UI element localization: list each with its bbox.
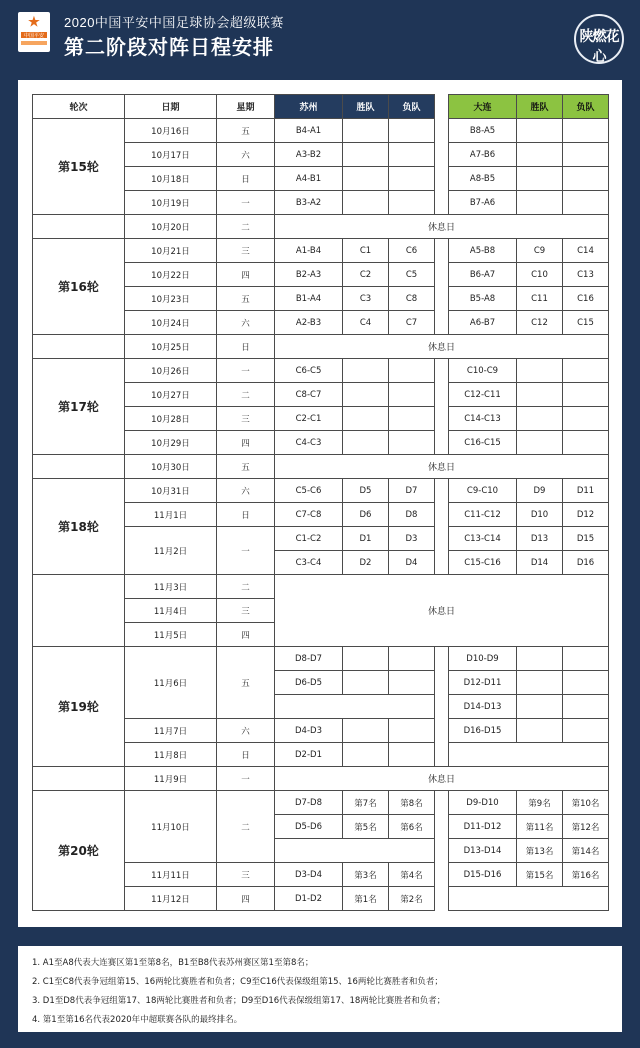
date-cell: 10月23日: [125, 287, 217, 311]
column-gap: [435, 815, 449, 839]
weekday-cell: 三: [217, 599, 275, 623]
column-gap: [435, 695, 449, 719]
footnotes-panel: [18, 946, 622, 1032]
dalian-winner: 第9名: [517, 791, 563, 815]
suzhou-match: A2-B3: [275, 311, 343, 335]
date-cell: 10月21日: [125, 239, 217, 263]
dalian-match: D12-D11: [449, 671, 517, 695]
col-header-suzhou-winner: 胜队: [343, 95, 389, 119]
table-row: [33, 119, 609, 143]
date-cell: 10月29日: [125, 431, 217, 455]
column-gap: [435, 743, 449, 767]
rest-day-row: [33, 455, 609, 479]
suzhou-match: D6-D5: [275, 671, 343, 695]
rest-day-label: 休息日: [275, 767, 609, 791]
suzhou-loser: C6: [389, 239, 435, 263]
date-cell: 10月26日: [125, 359, 217, 383]
ping-an-logo: [18, 12, 50, 52]
date-cell: 10月27日: [125, 383, 217, 407]
dalian-match: C15-C16: [449, 551, 517, 575]
suzhou-winner: C1: [343, 239, 389, 263]
suzhou-loser: 第8名: [389, 791, 435, 815]
round-cell-empty: [33, 335, 125, 359]
suzhou-loser: D3: [389, 527, 435, 551]
col-header-dalian-loser: 负队: [563, 95, 609, 119]
weekday-cell: 二: [217, 791, 275, 863]
date-cell: 10月22日: [125, 263, 217, 287]
weekday-cell: 三: [217, 407, 275, 431]
suzhou-winner: [343, 359, 389, 383]
date-cell: 10月24日: [125, 311, 217, 335]
suzhou-winner: [343, 647, 389, 671]
badge-text: 陕燃花心: [579, 29, 619, 65]
dalian-match: D9-D10: [449, 791, 517, 815]
column-gap: [435, 239, 449, 263]
dalian-match: A7-B6: [449, 143, 517, 167]
weekday-cell: 四: [217, 263, 275, 287]
round-cell-empty: [33, 215, 125, 239]
date-cell: 11月5日: [125, 623, 217, 647]
schedule-panel: [18, 80, 622, 927]
suzhou-match: B2-A3: [275, 263, 343, 287]
date-cell: 10月17日: [125, 143, 217, 167]
dalian-winner: [517, 167, 563, 191]
suzhou-match: D4-D3: [275, 719, 343, 743]
weekday-cell: 六: [217, 311, 275, 335]
suzhou-match: D8-D7: [275, 647, 343, 671]
dalian-loser: C14: [563, 239, 609, 263]
col-header-suzhou: 苏州: [275, 95, 343, 119]
suzhou-loser: 第6名: [389, 815, 435, 839]
weekday-cell: 一: [217, 767, 275, 791]
suzhou-winner: [343, 383, 389, 407]
dalian-winner: C12: [517, 311, 563, 335]
weekday-cell: 四: [217, 623, 275, 647]
column-gap: [435, 791, 449, 815]
weekday-cell: 六: [217, 143, 275, 167]
dalian-loser: [563, 191, 609, 215]
weekday-cell: 日: [217, 743, 275, 767]
dalian-winner: [517, 359, 563, 383]
suzhou-match: D5-D6: [275, 815, 343, 839]
col-header-dalian-winner: 胜队: [517, 95, 563, 119]
suzhou-loser: [389, 719, 435, 743]
column-gap: [435, 311, 449, 335]
date-cell: 11月8日: [125, 743, 217, 767]
column-gap: [435, 95, 449, 119]
column-gap: [435, 263, 449, 287]
suzhou-winner: 第7名: [343, 791, 389, 815]
dalian-match: B6-A7: [449, 263, 517, 287]
column-gap: [435, 719, 449, 743]
round-cell-empty: [33, 575, 125, 647]
column-gap: [435, 167, 449, 191]
dalian-loser: [563, 359, 609, 383]
round-cell-empty: [33, 767, 125, 791]
dalian-loser: D15: [563, 527, 609, 551]
dalian-loser: [563, 671, 609, 695]
dalian-loser: [563, 647, 609, 671]
dalian-match: A6-B7: [449, 311, 517, 335]
rest-day-label: 休息日: [275, 215, 609, 239]
dalian-loser: [563, 119, 609, 143]
weekday-cell: 五: [217, 647, 275, 719]
column-gap: [435, 503, 449, 527]
dalian-winner: [517, 143, 563, 167]
dalian-match: A5-B8: [449, 239, 517, 263]
date-cell: 11月6日: [125, 647, 217, 719]
col-header-round: 轮次: [33, 95, 125, 119]
suzhou-match: A4-B1: [275, 167, 343, 191]
suzhou-winner: [343, 743, 389, 767]
weekday-cell: 四: [217, 887, 275, 911]
date-cell: 10月31日: [125, 479, 217, 503]
date-cell: 10月25日: [125, 335, 217, 359]
weekday-cell: 五: [217, 455, 275, 479]
date-cell: 11月9日: [125, 767, 217, 791]
date-cell: 10月20日: [125, 215, 217, 239]
suzhou-match-empty: [275, 839, 435, 863]
dalian-winner: D9: [517, 479, 563, 503]
dalian-loser: 第10名: [563, 791, 609, 815]
date-cell: 11月12日: [125, 887, 217, 911]
weekday-cell: 日: [217, 503, 275, 527]
table-row: [33, 239, 609, 263]
footnote-3: 3. D1至D8代表争冠组第17、18两轮比赛胜者和负者；D9至D16代表保级组第17、18两轮比赛胜者和负者；: [32, 996, 446, 1006]
dalian-winner: [517, 719, 563, 743]
suzhou-loser: D4: [389, 551, 435, 575]
dalian-winner: C9: [517, 239, 563, 263]
suzhou-match: B1-A4: [275, 287, 343, 311]
dalian-winner: [517, 119, 563, 143]
suzhou-loser: [389, 431, 435, 455]
date-cell: 11月10日: [125, 791, 217, 863]
brand-badge: [574, 14, 624, 64]
column-gap: [435, 863, 449, 887]
footnote-4: 4. 第1至第16名代表2020年中超联赛各队的最终排名。: [32, 1015, 243, 1025]
suzhou-loser: [389, 359, 435, 383]
suzhou-loser: [389, 383, 435, 407]
suzhou-winner: C4: [343, 311, 389, 335]
round-label: 第15轮: [33, 119, 125, 215]
suzhou-loser: [389, 119, 435, 143]
column-gap: [435, 887, 449, 911]
dalian-match: D14-D13: [449, 695, 517, 719]
date-cell: 10月19日: [125, 191, 217, 215]
round-label: 第19轮: [33, 647, 125, 767]
page-title: 第二阶段对阵日程安排: [64, 37, 274, 59]
suzhou-match: D2-D1: [275, 743, 343, 767]
suzhou-loser: C5: [389, 263, 435, 287]
weekday-cell: 一: [217, 527, 275, 575]
rest-day-row: [33, 767, 609, 791]
suzhou-winner: [343, 143, 389, 167]
dalian-winner: [517, 407, 563, 431]
suzhou-winner: [343, 119, 389, 143]
column-gap: [435, 479, 449, 503]
dalian-loser: [563, 431, 609, 455]
dalian-match: C9-C10: [449, 479, 517, 503]
column-gap: [435, 431, 449, 455]
suzhou-winner: D2: [343, 551, 389, 575]
dalian-loser: 第16名: [563, 863, 609, 887]
col-header-suzhou-loser: 负队: [389, 95, 435, 119]
suzhou-loser: [389, 167, 435, 191]
rest-day-row: [33, 575, 609, 599]
dalian-match: B7-A6: [449, 191, 517, 215]
dalian-loser: [563, 695, 609, 719]
suzhou-match: B4-A1: [275, 119, 343, 143]
suzhou-winner: 第3名: [343, 863, 389, 887]
table-row: [33, 479, 609, 503]
column-gap: [435, 359, 449, 383]
dalian-match: C12-C11: [449, 383, 517, 407]
weekday-cell: 日: [217, 167, 275, 191]
weekday-cell: 五: [217, 287, 275, 311]
dalian-match: B5-A8: [449, 287, 517, 311]
column-gap: [435, 191, 449, 215]
table-row: [33, 791, 609, 815]
suzhou-loser: [389, 647, 435, 671]
dalian-winner: 第15名: [517, 863, 563, 887]
col-header-weekday: 星期: [217, 95, 275, 119]
suzhou-match: C1-C2: [275, 527, 343, 551]
dalian-match-empty: [449, 887, 609, 911]
suzhou-winner: 第5名: [343, 815, 389, 839]
suzhou-loser: C7: [389, 311, 435, 335]
column-gap: [435, 143, 449, 167]
dalian-winner: [517, 695, 563, 719]
weekday-cell: 五: [217, 119, 275, 143]
rest-day-row: [33, 335, 609, 359]
dalian-loser: C16: [563, 287, 609, 311]
column-gap: [435, 551, 449, 575]
suzhou-match: C8-C7: [275, 383, 343, 407]
date-cell: 11月2日: [125, 527, 217, 575]
suzhou-match: D7-D8: [275, 791, 343, 815]
dalian-loser: [563, 383, 609, 407]
dalian-winner: [517, 647, 563, 671]
suzhou-winner: [343, 407, 389, 431]
csl-emblem-icon: ★: [28, 14, 40, 29]
dalian-winner: D13: [517, 527, 563, 551]
dalian-match: C10-C9: [449, 359, 517, 383]
league-title: 2020中国平安中国足球协会超级联赛: [64, 15, 284, 30]
suzhou-winner: [343, 167, 389, 191]
round-label: 第18轮: [33, 479, 125, 575]
suzhou-match: B3-A2: [275, 191, 343, 215]
dalian-loser: [563, 407, 609, 431]
column-gap: [435, 527, 449, 551]
dalian-match: C14-C13: [449, 407, 517, 431]
table-row: [33, 647, 609, 671]
round-cell-empty: [33, 455, 125, 479]
date-cell: 10月18日: [125, 167, 217, 191]
date-cell: 11月4日: [125, 599, 217, 623]
weekday-cell: 三: [217, 863, 275, 887]
column-gap: [435, 839, 449, 863]
dalian-loser: D11: [563, 479, 609, 503]
date-cell: 11月3日: [125, 575, 217, 599]
table-row: [33, 359, 609, 383]
dalian-match: D16-D15: [449, 719, 517, 743]
dalian-match: D15-D16: [449, 863, 517, 887]
dalian-loser: D16: [563, 551, 609, 575]
rest-day-row: [33, 215, 609, 239]
dalian-winner: [517, 383, 563, 407]
dalian-match-empty: [449, 743, 609, 767]
dalian-winner: C10: [517, 263, 563, 287]
page-header: [0, 0, 640, 70]
date-cell: 11月1日: [125, 503, 217, 527]
suzhou-match: D1-D2: [275, 887, 343, 911]
suzhou-winner: D1: [343, 527, 389, 551]
suzhou-loser: [389, 191, 435, 215]
logo-text: 中国平安: [23, 33, 44, 39]
dalian-winner: D14: [517, 551, 563, 575]
dalian-winner: [517, 671, 563, 695]
date-cell: 10月28日: [125, 407, 217, 431]
suzhou-winner: [343, 671, 389, 695]
dalian-match: D11-D12: [449, 815, 517, 839]
column-gap: [435, 671, 449, 695]
column-gap: [435, 383, 449, 407]
suzhou-loser: [389, 671, 435, 695]
footnote-1: 1. A1至A8代表大连赛区第1至第8名，B1至B8代表苏州赛区第1至第8名；: [32, 958, 314, 968]
dalian-winner: [517, 431, 563, 455]
dalian-match: C16-C15: [449, 431, 517, 455]
dalian-winner: 第11名: [517, 815, 563, 839]
suzhou-winner: [343, 431, 389, 455]
suzhou-loser: [389, 143, 435, 167]
suzhou-match-empty: [275, 695, 435, 719]
suzhou-winner: C2: [343, 263, 389, 287]
date-cell: 10月30日: [125, 455, 217, 479]
suzhou-match: A1-B4: [275, 239, 343, 263]
suzhou-match: C2-C1: [275, 407, 343, 431]
suzhou-match: C5-C6: [275, 479, 343, 503]
weekday-cell: 一: [217, 359, 275, 383]
column-gap: [435, 119, 449, 143]
weekday-cell: 二: [217, 383, 275, 407]
dalian-match: C13-C14: [449, 527, 517, 551]
dalian-loser: D12: [563, 503, 609, 527]
dalian-winner: C11: [517, 287, 563, 311]
dalian-match: C11-C12: [449, 503, 517, 527]
weekday-cell: 二: [217, 215, 275, 239]
dalian-loser: [563, 143, 609, 167]
weekday-cell: 二: [217, 575, 275, 599]
suzhou-winner: D5: [343, 479, 389, 503]
date-cell: 11月11日: [125, 863, 217, 887]
schedule-table: [32, 94, 609, 911]
column-gap: [435, 407, 449, 431]
dalian-match: D10-D9: [449, 647, 517, 671]
table-header-row: [33, 95, 609, 119]
dalian-loser: C15: [563, 311, 609, 335]
suzhou-loser: D8: [389, 503, 435, 527]
weekday-cell: 日: [217, 335, 275, 359]
suzhou-winner: [343, 191, 389, 215]
suzhou-match: C3-C4: [275, 551, 343, 575]
suzhou-match: C4-C3: [275, 431, 343, 455]
suzhou-loser: 第2名: [389, 887, 435, 911]
weekday-cell: 六: [217, 479, 275, 503]
suzhou-loser: [389, 743, 435, 767]
suzhou-loser: D7: [389, 479, 435, 503]
dalian-loser: [563, 167, 609, 191]
dalian-loser: C13: [563, 263, 609, 287]
round-label: 第16轮: [33, 239, 125, 335]
dalian-match: D13-D14: [449, 839, 517, 863]
dalian-loser: 第14名: [563, 839, 609, 863]
suzhou-loser: C8: [389, 287, 435, 311]
col-header-date: 日期: [125, 95, 217, 119]
weekday-cell: 一: [217, 191, 275, 215]
suzhou-loser: [389, 407, 435, 431]
dalian-loser: [563, 719, 609, 743]
dalian-winner: 第13名: [517, 839, 563, 863]
weekday-cell: 四: [217, 431, 275, 455]
rest-day-label: 休息日: [275, 455, 609, 479]
suzhou-match: C7-C8: [275, 503, 343, 527]
suzhou-loser: 第4名: [389, 863, 435, 887]
date-cell: 11月7日: [125, 719, 217, 743]
date-cell: 10月16日: [125, 119, 217, 143]
suzhou-match: C6-C5: [275, 359, 343, 383]
rest-day-label: 休息日: [275, 575, 609, 647]
dalian-match: A8-B5: [449, 167, 517, 191]
suzhou-winner: D6: [343, 503, 389, 527]
logo-stripe-small: [21, 41, 47, 45]
suzhou-winner: 第1名: [343, 887, 389, 911]
suzhou-match: A3-B2: [275, 143, 343, 167]
dalian-winner: D10: [517, 503, 563, 527]
rest-day-label: 休息日: [275, 335, 609, 359]
col-header-dalian: 大连: [449, 95, 517, 119]
round-label: 第17轮: [33, 359, 125, 455]
weekday-cell: 六: [217, 719, 275, 743]
dalian-winner: [517, 191, 563, 215]
suzhou-match: D3-D4: [275, 863, 343, 887]
footnote-2: 2. C1至C8代表争冠组第15、16两轮比赛胜者和负者；C9至C16代表保级组第15、16两轮比赛胜者和负者；: [32, 977, 443, 987]
dalian-loser: 第12名: [563, 815, 609, 839]
dalian-match: B8-A5: [449, 119, 517, 143]
column-gap: [435, 287, 449, 311]
round-label: 第20轮: [33, 791, 125, 911]
column-gap: [435, 647, 449, 671]
weekday-cell: 三: [217, 239, 275, 263]
suzhou-winner: [343, 719, 389, 743]
suzhou-winner: C3: [343, 287, 389, 311]
